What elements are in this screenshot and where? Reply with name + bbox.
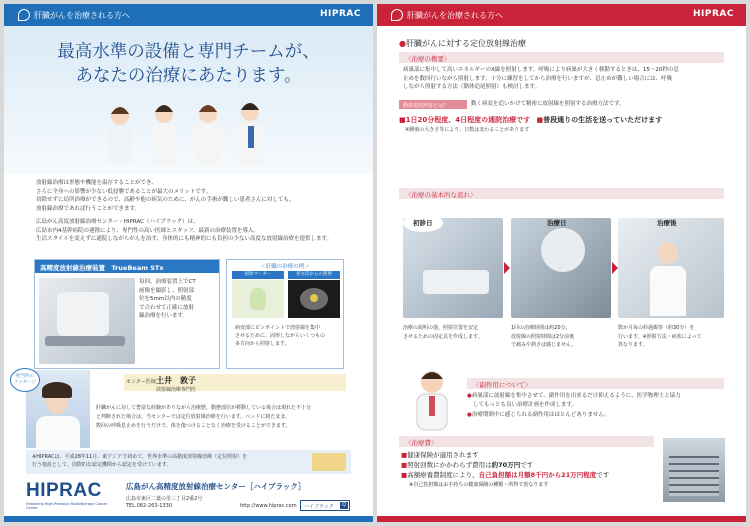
message-badge-line: 担当医の: [16, 374, 34, 379]
fee-2a: 照射回数にかかわらず費用は: [407, 461, 492, 469]
motion-tracking-text: 動く病変を追いかけて精密に放射線を照射する治療方法です。: [471, 101, 625, 107]
device-title: 高精度放射線治療装置 TrueBeam STx: [35, 260, 219, 273]
step3-text-line: 数か月毎の経過観察（約30分）を: [618, 325, 695, 331]
doctor-message: [96, 404, 354, 431]
right-title-text: 肝臓がんに対する定位放射線治療: [405, 39, 526, 48]
step1-label: 初診日: [413, 219, 433, 227]
medical-staff-illustration: [102, 96, 278, 178]
intro-paragraph: [36, 179, 351, 244]
fee-note: ※自己負担額はお手持ちの健康保険の種類・所得で異なります: [409, 482, 549, 488]
step3-text-line: 行います。※照射方法・病状によって: [618, 333, 702, 340]
side-effect-line: 治療期間中に感じられる副作用はほとんどありません。: [471, 412, 610, 418]
side-effect-line: してもっとも良い治療計画を作成します。: [473, 401, 578, 408]
marker-label-2: 多方向からの照射: [288, 271, 340, 279]
search-icon: Q: [340, 502, 348, 509]
right-header-band: [377, 4, 746, 26]
right-footer-bar: [377, 516, 746, 522]
marker-photo: [232, 280, 284, 318]
device-box: [34, 259, 220, 369]
bullet-icon: ●: [467, 393, 472, 399]
device-text-line: 画像を撮影し、照射部: [139, 287, 195, 294]
search-box[interactable]: [300, 500, 350, 511]
step3-photo: [618, 218, 724, 318]
intro-line: 放射線治療であれば行うことができます。: [36, 205, 141, 212]
arrow-right-icon: [504, 262, 510, 274]
intro-line: 生活スタイルを変えずに通院しながらがんを治す、身体的にも精神的にも負担の少ない高度な放射線治療を提供します。: [36, 236, 333, 242]
square-bullet-icon: ■: [401, 461, 408, 469]
right-header-tag: 肝臓がんを治療される方へ: [407, 11, 503, 20]
overview-line: 病巣部に集中して高いエネルギーのX線を照射します。呼吸により病巣が大きく移動するときは、15〜20秒の息: [403, 67, 679, 73]
overview-text: [403, 66, 725, 92]
device-text: [139, 278, 217, 321]
section-cost-header: 〈治療費〉: [399, 436, 654, 447]
certification-notice: [26, 450, 351, 474]
device-text-line: 位を5mm以内の精度: [139, 296, 192, 302]
footer-logo: HIPRAC: [26, 480, 102, 501]
ct-image: [288, 280, 340, 318]
section-flow-header: 〈治療の基本的な流れ〉: [399, 188, 724, 199]
footer-logo-sub: Hiroshima High-Precision Radiotherapy Cancer Center: [26, 502, 108, 510]
page-title: [4, 40, 373, 88]
step2-text-line: で痛みや熱さは感じません。: [511, 342, 577, 348]
square-bullet-icon: ■: [401, 471, 408, 479]
overview-line: しながら照射する方法（動体追尾照射）も検討します。: [403, 84, 541, 90]
step2-photo: [511, 218, 611, 318]
fee-1: 健康保険が適用されます: [407, 451, 479, 459]
step1-photo: [403, 218, 503, 318]
intro-line: さらに全身への影響が少ない低侵襲であることが最大のメリットです。: [36, 188, 212, 195]
header-logo: HIPRAC: [693, 9, 734, 19]
headline-line-2: あなたの治療にあたります。: [75, 66, 302, 86]
left-footer-bar: [4, 516, 373, 522]
point-2: 普段通りの生活を送っていただけます: [543, 116, 663, 124]
left-page: [4, 4, 373, 522]
notice-line: 行う施設として、国際的な認定機関から認定を受けています。: [32, 462, 172, 468]
device-text-line: 毎回、治療装置上でCT: [139, 279, 196, 285]
marker-label-1: 固体マーカー: [232, 271, 284, 279]
left-header-tag: 肝臓がんを治療される方へ: [34, 11, 130, 20]
footer-tel: TEL.082-263-1330: [126, 503, 173, 509]
doctor-illustration: [407, 366, 457, 432]
bullet-icon: ●: [467, 412, 472, 418]
intro-line: 切除せずに局所治療ができるので、高齢や他の病気のために、がんの手術が難しい患者さんに対しても、: [36, 197, 295, 203]
section-overview-header: 〈治療の概要〉: [399, 52, 724, 63]
point-bullet-icon: ■: [399, 116, 406, 124]
left-header-band: [4, 4, 373, 26]
step3-text: [618, 324, 728, 350]
doctor-message-line: と判断された場合は、当センターでは定位放射線治療を行います。ベッドに寝たまま、: [96, 414, 291, 420]
speech-bubble-icon: [391, 9, 403, 21]
building-photo: [663, 438, 725, 502]
header-logo: HIPRAC: [320, 9, 361, 19]
marker-text-line: 多方向から照射します。: [235, 341, 290, 347]
intro-line: 広島市内4基幹病院の連携により、専門性の高い医師とスタッフ、最新の治療装置を導入。: [36, 227, 260, 234]
side-effects-text: [467, 392, 727, 420]
doctor-name: 土井 敦子: [156, 376, 196, 385]
notice-line: ※HIPRACは、平成28年11月、東アジアで初めて、世界水準の高精度放射線治療（定位照射）を: [32, 454, 248, 460]
fee-2b: 約70万円: [491, 461, 521, 469]
point-note: ※腫瘍の大きさ等により、日数は変わることがあります: [405, 127, 530, 133]
marker-title: ＜肝臓の治療の例＞: [260, 264, 310, 270]
right-title: [399, 38, 526, 49]
doctor-dept: 放射線治療専門医: [156, 387, 197, 393]
footer-address: 広島市東区二葉の里三丁目2番2号: [126, 496, 203, 502]
cost-list: [401, 450, 661, 490]
step2-text-line: 放射線の照射時間は2分前後: [511, 333, 575, 340]
section-side-effects-header: 〈副作用について〉: [467, 378, 724, 389]
square-bullet-icon: ■: [401, 451, 408, 459]
doctor-message-line: 数回の呼吸息止めを行うだけで、体を傷つけることなく治療を受けることができます。: [96, 423, 291, 429]
fee-3c: です: [596, 471, 610, 479]
message-badge: [10, 368, 40, 392]
point-bullet-icon: ■: [536, 116, 544, 124]
step1-text-line: させるための固定具を作成します。: [403, 333, 483, 340]
certification-logo: [312, 453, 346, 471]
intro-line: 放射線治療は形態や機能を温存することができ、: [36, 180, 157, 186]
marker-text-line: させるために、固形しながらいくつもの: [235, 333, 326, 339]
overview-line: 止めを数回行いながら照射します。十分に練習をしてから治療を行いますが、息止めが難しい場合には、呼吸: [403, 75, 673, 82]
arrow-right-icon: [612, 262, 618, 274]
footer-url[interactable]: http://www.hiprac.com: [240, 503, 297, 509]
title-bullet-icon: ●: [399, 39, 406, 48]
doctor-role: センター医師: [126, 379, 156, 385]
step2-text-line: 1回の治療時間は約20分。: [511, 325, 571, 331]
footer-center-name: 広島がん高精度放射線治療センター［ハイプラック］: [126, 482, 306, 491]
device-photo: [39, 278, 135, 364]
notice-text: [32, 453, 302, 469]
fee-3b: 自己負担額は月額8千円から21万円程度: [478, 471, 597, 479]
footer-logo-block: [26, 480, 120, 514]
headline-line-1: 最高水準の設備と専門チームが、: [57, 42, 320, 62]
step1-text-line: 治療の説明の他、照射位置を安定: [403, 325, 479, 331]
device-text-line: 線治療を行います。: [139, 313, 189, 319]
speech-bubble-icon: [18, 9, 30, 21]
device-text-line: で合わせて正確に放射: [139, 304, 195, 311]
key-points: [399, 115, 662, 125]
step1-text: [403, 324, 507, 341]
side-effect-line: 病巣部に放射線を集中させて、副作用を出来るだけ抑えるように、医学物理士と協力: [471, 393, 681, 399]
marker-text: [235, 324, 341, 348]
right-page: [377, 4, 746, 522]
point-1: 1日20分程度、4日程度の通院治療です: [405, 116, 531, 124]
fee-3a: 高額療養費制度により、: [407, 471, 479, 479]
step3-text-line: 異なります。: [618, 342, 648, 348]
marker-example-box: [226, 259, 344, 369]
fee-2c: です: [520, 461, 534, 469]
intro-line: 広島がん高度放射線治療センター・HIPRAC（ハイプラック）は、: [36, 219, 199, 225]
motion-tracking-label: 動体追尾照射とは？: [399, 100, 467, 109]
step2-label: 治療日: [547, 219, 567, 227]
marker-text-line: 病変部にピンポイントで放射線を集中: [235, 325, 321, 331]
doctor-message-line: 肝臓がんに対して豊富な経験がありながら治療歴、動態部位が移動している場合は現れた不十分: [96, 405, 312, 411]
step3-label: 治療後: [657, 219, 677, 227]
message-badge-line: メッセージ: [13, 380, 37, 385]
step2-text: [511, 324, 615, 350]
search-box-text: ハイプラック: [304, 504, 334, 510]
